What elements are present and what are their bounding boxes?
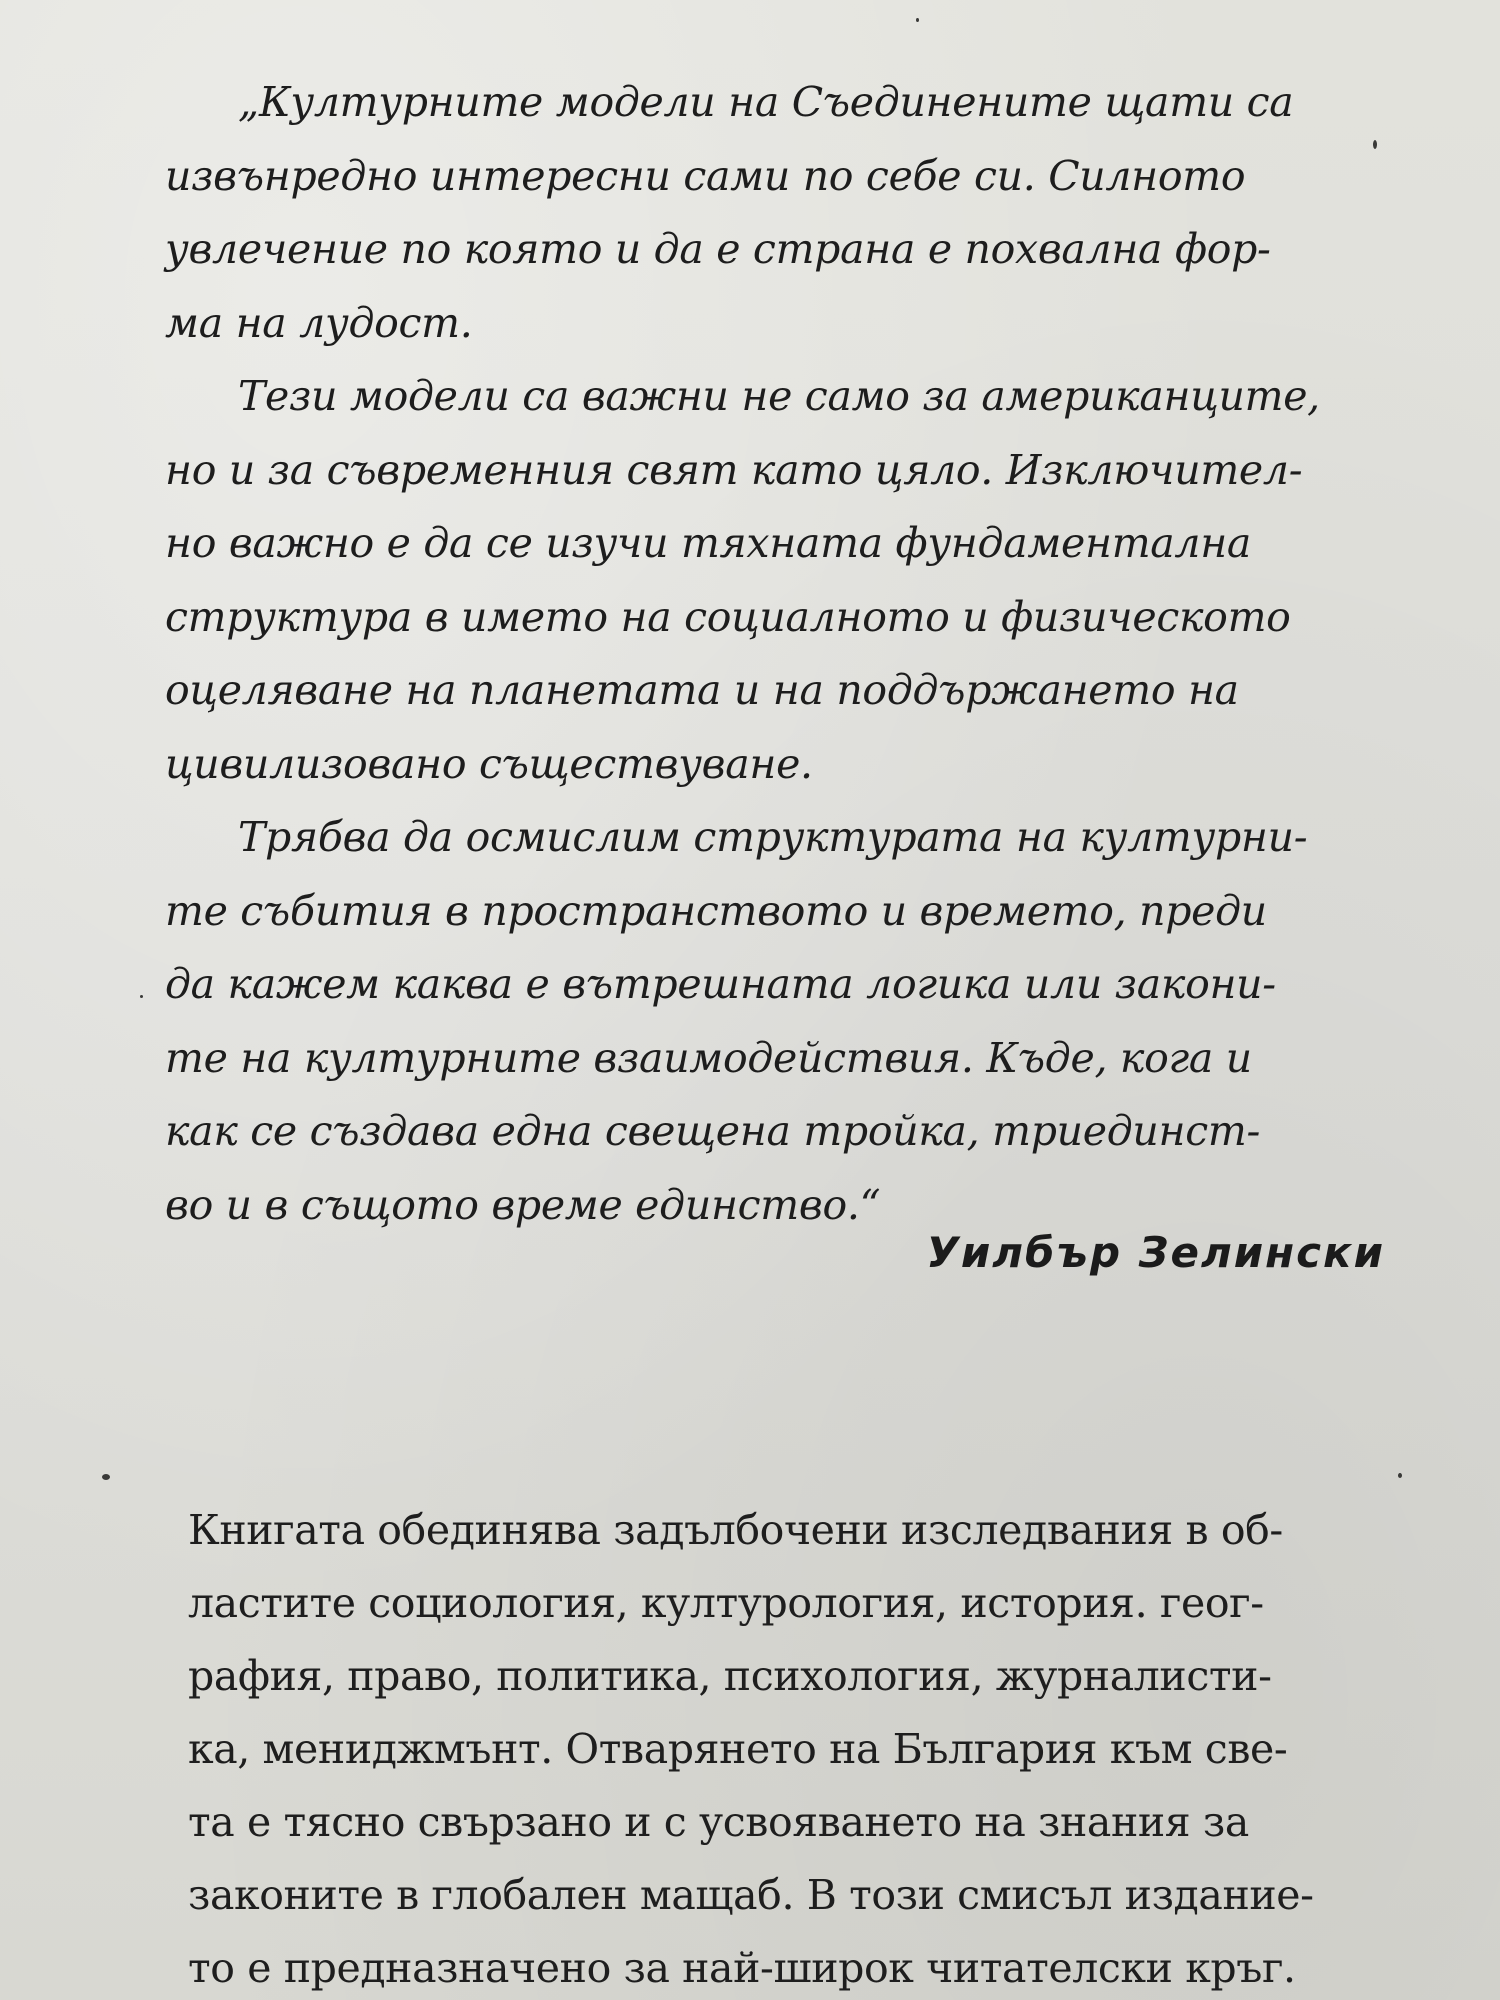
description-line: та е тясно свързано и с усвояването на знания за bbox=[188, 1798, 1249, 1846]
description-line: законите в глобален мащаб. В този смисъл издание- bbox=[188, 1871, 1314, 1919]
quote-line: но и за съвременния свят като цяло. Изключител- bbox=[165, 445, 1303, 494]
quote-line: цивилизовано съществуване. bbox=[165, 739, 813, 788]
quote-line: структура в името на социалното и физическото bbox=[165, 592, 1291, 641]
paper-speck bbox=[1373, 140, 1377, 149]
description-line: то е предназначено за най-широк читателски кръг. bbox=[188, 1944, 1296, 1992]
description-line: ластите социология, културология, история. геог- bbox=[188, 1579, 1264, 1627]
book-description bbox=[188, 1494, 1408, 2000]
quote-line: ма на лудост. bbox=[165, 298, 473, 347]
quote-line: те на културните взаимодействия. Къде, кога и bbox=[165, 1033, 1252, 1082]
quote-line: Трябва да осмислим структурата на културни- bbox=[238, 813, 1308, 861]
quote-line: „Културните модели на Съединените щати са bbox=[238, 78, 1294, 126]
quote-line: во и в същото време единство.“ bbox=[165, 1180, 881, 1229]
paper-speck bbox=[916, 18, 919, 22]
quote-line: увлечение по която и да е страна е похвална фор- bbox=[165, 225, 1271, 273]
quote-line: да кажем каква е вътрешната логика или закони- bbox=[165, 960, 1276, 1008]
description-line: ка, мениджмънт. Отварянето на България към све- bbox=[188, 1725, 1288, 1773]
description-line: рафия, право, политика, психология, журналисти- bbox=[188, 1652, 1272, 1700]
quote-line: Тези модели са важни не само за американците, bbox=[238, 372, 1320, 420]
epigraph-quote bbox=[165, 66, 1385, 1242]
quote-line: оцеляване на планетата и на поддържането на bbox=[165, 666, 1239, 714]
description-line: Книгата обединява задълбочени изследвания в об- bbox=[188, 1506, 1283, 1554]
quote-line: но важно е да се изучи тяхната фундаментална bbox=[165, 519, 1252, 567]
paper-speck bbox=[140, 995, 143, 998]
quote-line: те събития в пространството и времето, преди bbox=[165, 886, 1267, 935]
paper-speck bbox=[1398, 1473, 1402, 1478]
paper-speck bbox=[102, 1474, 110, 1480]
quote-line: как се създава една свещена тройка, триединст- bbox=[165, 1107, 1261, 1155]
quote-author: Уилбър Зелински bbox=[926, 1228, 1385, 1277]
quote-line: извънредно интересни сами по себе си. Силното bbox=[165, 151, 1246, 200]
